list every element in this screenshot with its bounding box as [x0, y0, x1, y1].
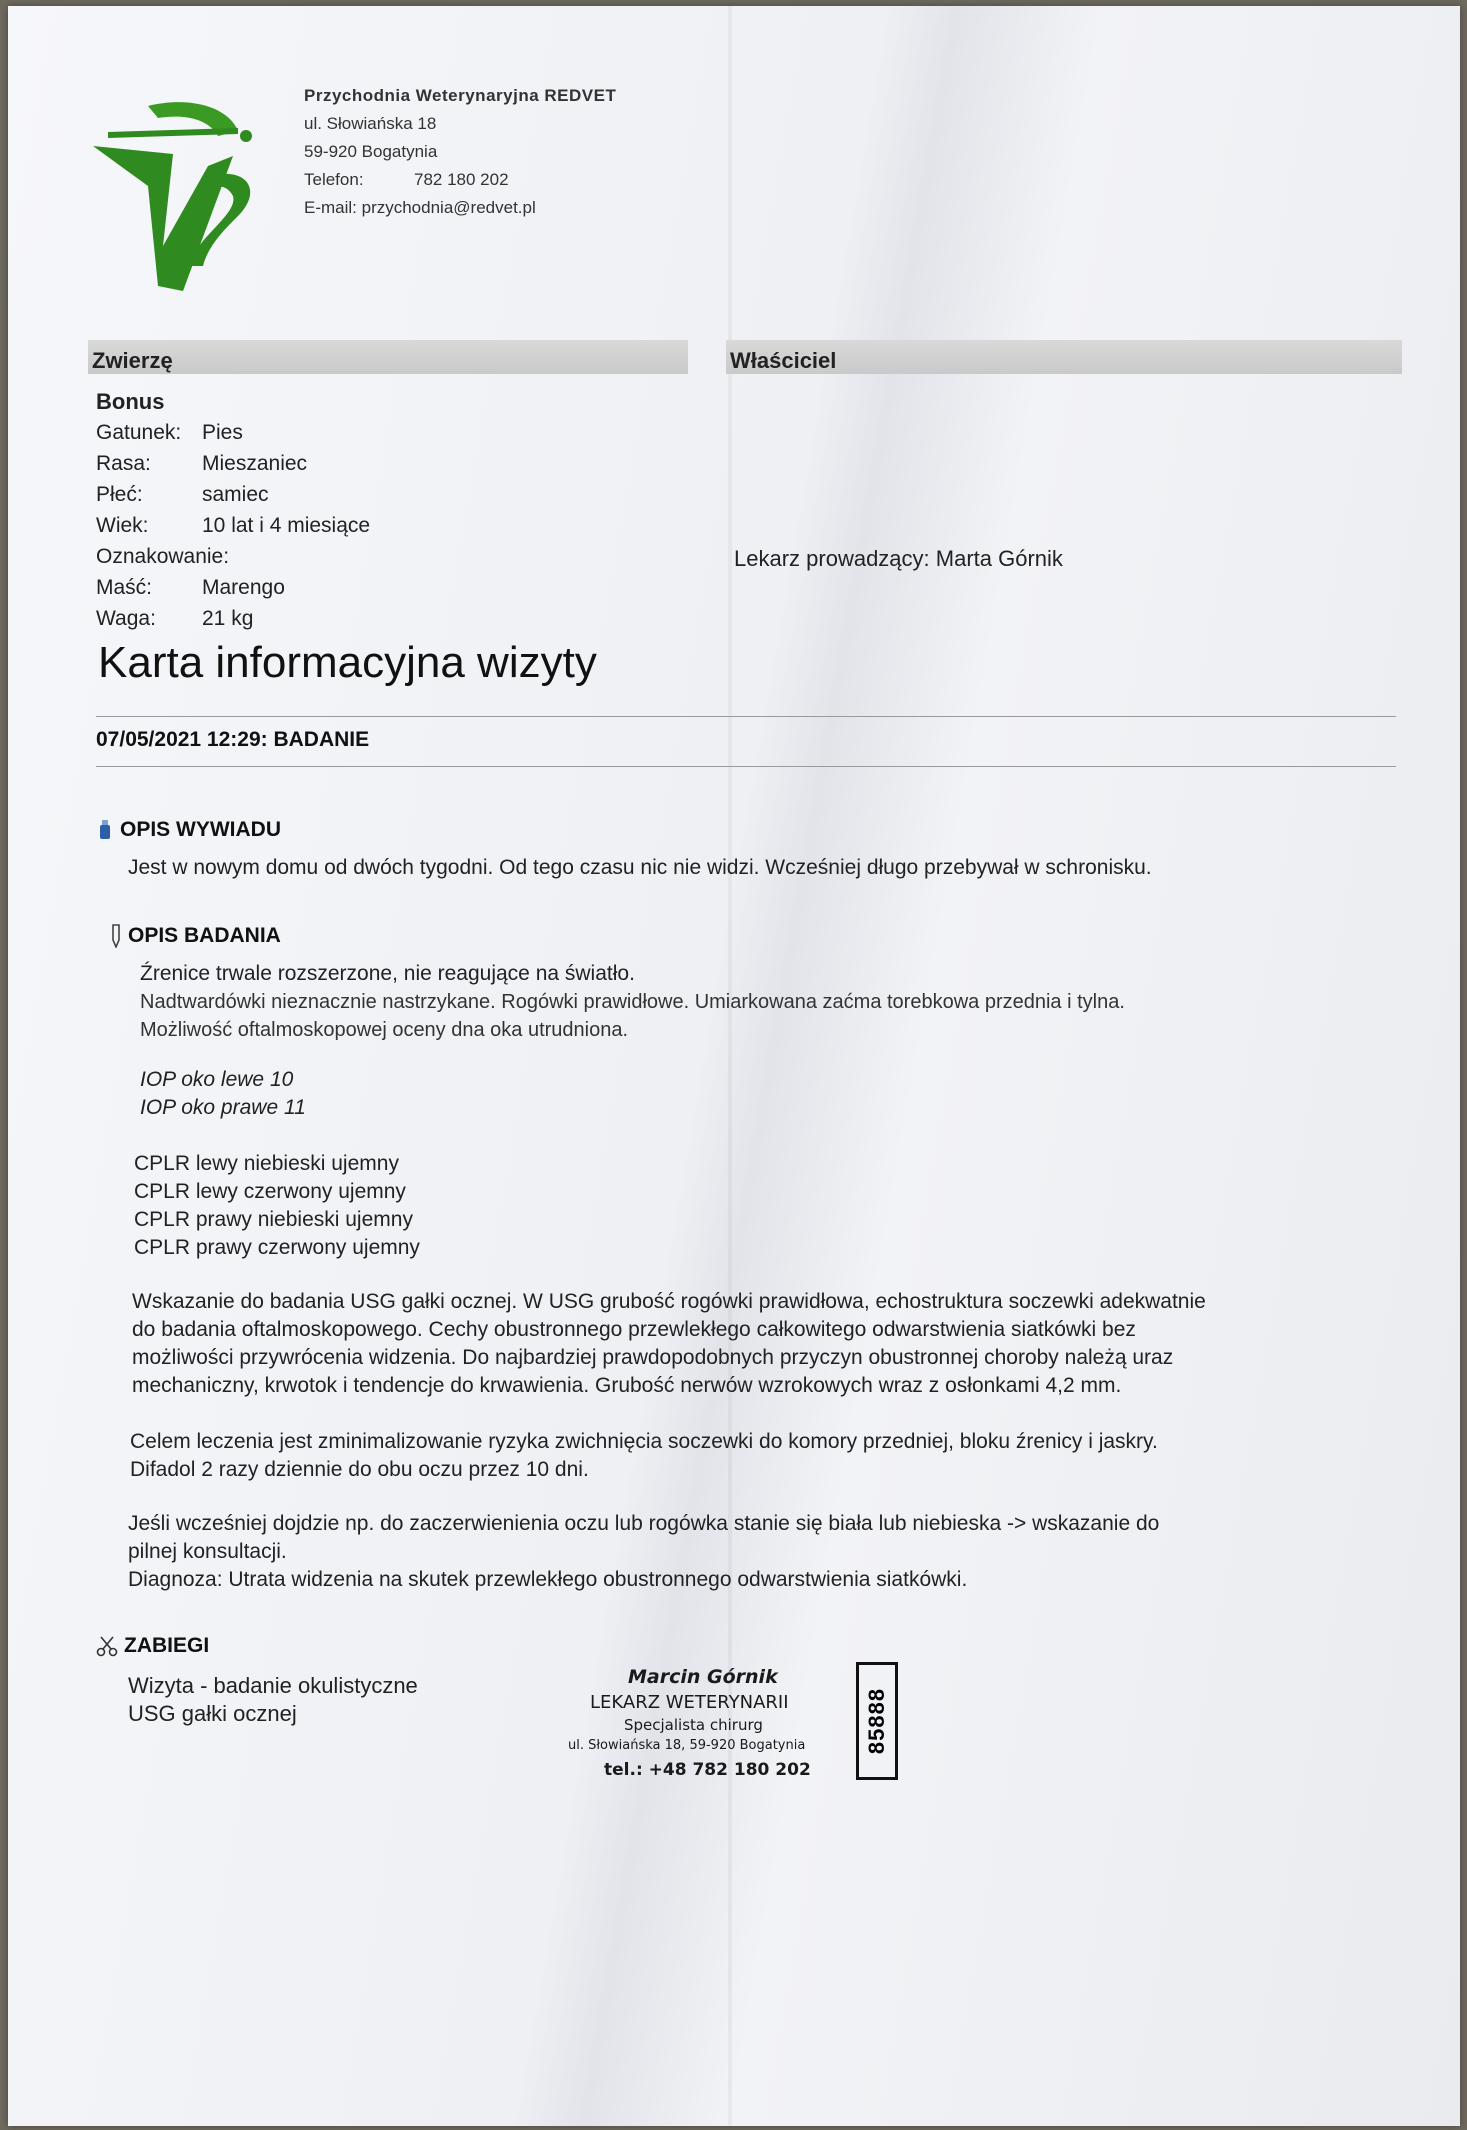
- scissors-icon: [96, 1635, 118, 1657]
- stamp-address: ul. Słowiańska 18, 59-920 Bogatynia: [568, 1738, 806, 1753]
- iop-values: [140, 1066, 306, 1122]
- bottle-icon: [96, 819, 114, 841]
- clinic-city: 59-920 Bogatynia: [304, 142, 438, 161]
- owner-header-bar: [726, 340, 1402, 374]
- field-value: Mieszaniec: [202, 452, 308, 475]
- stamp-specialty: Specjalista chirurg: [624, 1716, 763, 1734]
- animal-header: Zwierzę: [92, 348, 173, 373]
- owner-header: Właściciel: [730, 348, 837, 373]
- exam-line: Nadtwardówki nieznacznie nastrzykane. Rogówki prawidłowe. Umiarkowana zaćma torebkowa przednia i tylna.: [140, 991, 1125, 1013]
- animal-header-bar: [88, 340, 688, 374]
- procedures-list: [128, 1672, 418, 1728]
- field-value: samiec: [202, 483, 269, 506]
- clinic-street: ul. Słowiańska 18: [304, 114, 437, 133]
- cplr-line: CPLR lewy niebieski ujemny: [134, 1152, 399, 1175]
- field-label: Waga:: [96, 607, 156, 630]
- paper-fold: [728, 6, 732, 2126]
- animal-field: [96, 572, 370, 603]
- field-value: 10 lat i 4 miesiące: [202, 514, 371, 537]
- stamp-number-box: [856, 1662, 898, 1780]
- field-label: Płeć:: [96, 483, 143, 506]
- field-value: Marengo: [202, 576, 285, 599]
- divider: [96, 766, 1396, 767]
- stamp-title: LEKARZ WETERYNARII: [590, 1692, 789, 1713]
- animal-name: Bonus: [96, 389, 165, 414]
- procedure-item: Wizyta - badanie okulistyczne: [128, 1673, 418, 1698]
- vet-stamp: [568, 1662, 898, 1782]
- exam-paragraph-usg: [132, 1288, 1206, 1400]
- iop-line: IOP oko lewe 10: [140, 1068, 294, 1091]
- paragraph-line: Wskazanie do badania USG gałki ocznej. W USG grubość rogówki prawidłowa, echostruktura soczewki adekwatnie: [132, 1290, 1206, 1313]
- pen-icon: [110, 924, 122, 948]
- animal-field: [96, 603, 370, 634]
- field-value: Pies: [202, 421, 243, 444]
- document-title: Karta informacyjna wizyty: [98, 638, 597, 687]
- field-label: Rasa:: [96, 452, 151, 475]
- exam-paragraph-treatment: [130, 1428, 1158, 1484]
- procedures-header: ZABIEGI: [124, 1634, 210, 1657]
- clinic-email: E-mail: przychodnia@redvet.pl: [304, 198, 536, 217]
- redvet-logo: [88, 96, 278, 296]
- interview-text: Jest w nowym domu od dwóch tygodni. Od tego czasu nic nie widzi. Wcześniej długo przebywał w schronisku.: [128, 856, 1152, 879]
- paragraph-line: możliwości przywrócenia widzenia. Do najbardziej prawdopodobnych przyczyn obustronnej choroby należą uraz: [132, 1346, 1174, 1369]
- animal-field: [96, 479, 370, 510]
- field-value: 21 kg: [202, 607, 254, 630]
- clinic-name: Przychodnia Weterynaryjna REDVET: [304, 86, 617, 105]
- clinic-phone-row: [304, 166, 616, 194]
- animal-field: [96, 541, 370, 572]
- clinic-phone-label: Telefon:: [304, 170, 364, 189]
- paragraph-line: Celem leczenia jest zminimalizowanie ryzyka zwichnięcia soczewki do komory przedniej, bloku źrenicy i jaskry.: [130, 1430, 1158, 1453]
- paragraph-line: mechaniczny, krwotok i tendencje do krwawienia. Grubość nerwów wzrokowych wraz z osłonkami 4,2 mm.: [132, 1374, 1122, 1397]
- clinic-phone: 782 180 202: [414, 170, 509, 189]
- stamp-number: 85888: [864, 1687, 889, 1755]
- exam-line: Źrenice trwale rozszerzone, nie reagujące na światło.: [140, 962, 635, 985]
- paragraph-line: pilnej konsultacji.: [128, 1540, 287, 1563]
- animal-details: [96, 386, 370, 634]
- animal-field: [96, 417, 370, 448]
- iop-line: IOP oko prawe 11: [140, 1096, 306, 1119]
- paragraph-line: Difadol 2 razy dziennie do obu oczu przez 10 dni.: [130, 1458, 589, 1481]
- exam-section-header: [110, 924, 281, 948]
- document-page: [8, 6, 1460, 2126]
- paragraph-line: do badania oftalmoskopowego. Cechy obustronnego przewlekłego całkowitego odwarstwienia siatkówki bez: [132, 1318, 1136, 1341]
- interview-section-header: [96, 818, 281, 842]
- visit-datetime: 07/05/2021 12:29: BADANIE: [96, 728, 370, 751]
- exam-paragraph-diagnosis: [128, 1510, 1159, 1594]
- interview-header: OPIS WYWIADU: [120, 818, 281, 841]
- attending-vet: Lekarz prowadzący: Marta Górnik: [734, 546, 1063, 571]
- field-label: Gatunek:: [96, 421, 182, 444]
- animal-field: [96, 448, 370, 479]
- field-label: Wiek:: [96, 514, 149, 537]
- exam-observations: [140, 960, 1125, 1044]
- exam-header: OPIS BADANIA: [128, 924, 281, 947]
- cplr-line: CPLR prawy niebieski ujemny: [134, 1208, 413, 1231]
- divider: [96, 716, 1396, 717]
- field-label: Oznakowanie:: [96, 545, 230, 568]
- clinic-info: [304, 82, 616, 222]
- paragraph-line: Jeśli wcześniej dojdzie np. do zaczerwienienia oczu lub rogówka stanie się biała lub niebieska -> wskazanie do: [128, 1512, 1160, 1535]
- cplr-line: CPLR prawy czerwony ujemny: [134, 1236, 420, 1259]
- diagnosis-line: Diagnoza: Utrata widzenia na skutek przewlekłego obustronnego odwarstwienia siatkówki.: [128, 1568, 968, 1591]
- procedure-item: USG gałki ocznej: [128, 1701, 297, 1726]
- stamp-name: Marcin Górnik: [628, 1666, 778, 1688]
- exam-line: Możliwość oftalmoskopowej oceny dna oka utrudniona.: [140, 1019, 629, 1041]
- procedures-section-header: [96, 1634, 209, 1658]
- animal-field: [96, 510, 370, 541]
- cplr-line: CPLR lewy czerwony ujemny: [134, 1180, 406, 1203]
- field-label: Maść:: [96, 576, 153, 599]
- stamp-phone: tel.: +48 782 180 202: [604, 1760, 811, 1780]
- cplr-values: [134, 1150, 420, 1262]
